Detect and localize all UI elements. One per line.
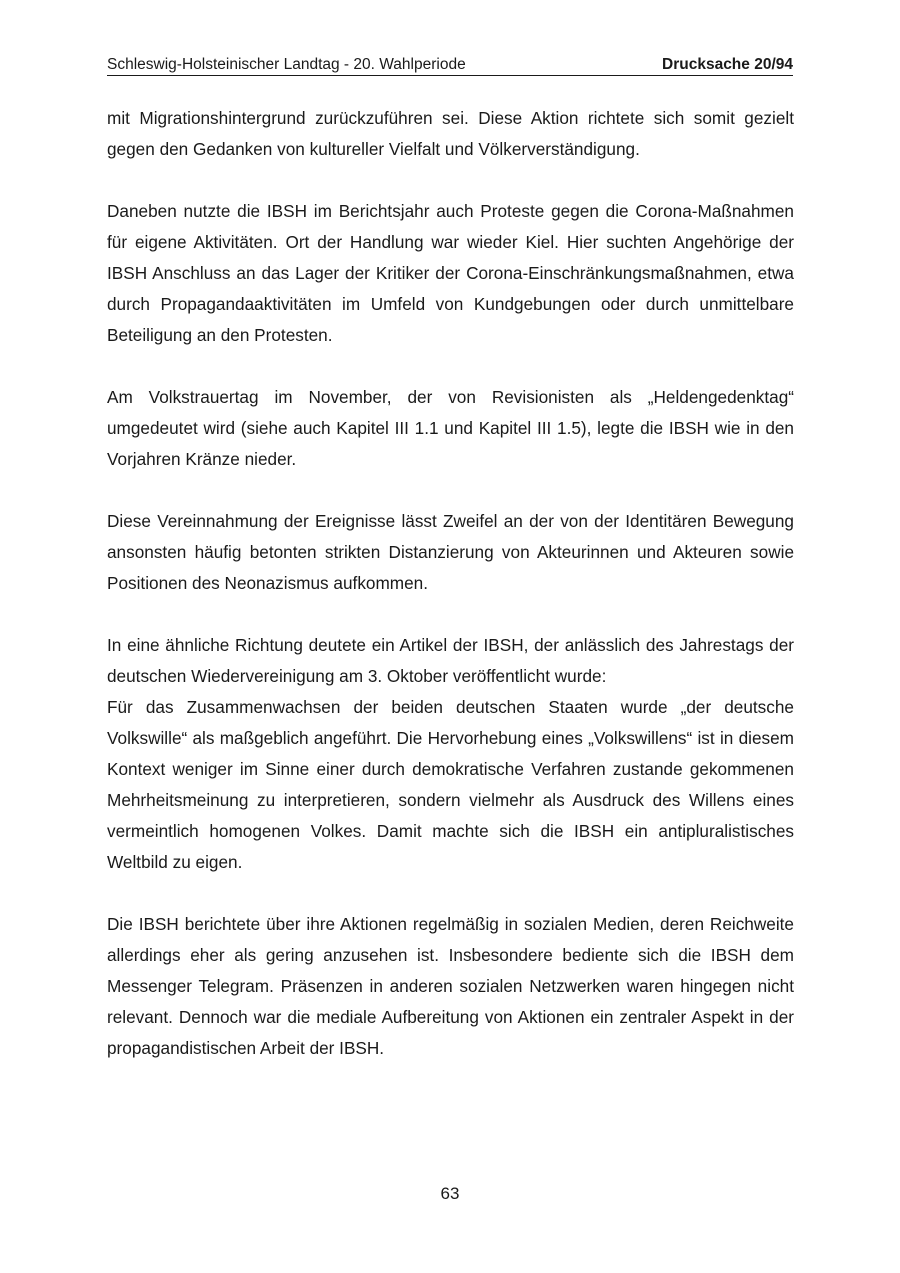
paragraph-5: In eine ähnliche Richtung deutete ein Artikel der IBSH, der anlässlich des Jahrestags der deutschen Wiedervereinigung am 3. Oktober veröffentlicht wurde: xyxy=(107,635,794,686)
page-number: 63 xyxy=(440,1184,460,1203)
header-divider xyxy=(107,75,793,76)
page-header xyxy=(107,53,793,75)
paragraph-2: Daneben nutzte die IBSH im Berichtsjahr auch Proteste gegen die Corona-Maßnahmen für eigene Aktivitäten. Ort der Handlung war wieder Kiel. Hier suchten Angehörige der IBSH Anschluss an das Lager der Kritiker der Corona-Einschränkungsmaßnahmen, etwa durch Propagandaaktivitäten im Umfeld von Kundgebungen oder durch unmittelbare Beteiligung an den Protesten. xyxy=(107,201,794,345)
paragraph-7: Die IBSH berichtete über ihre Aktionen regelmäßig in sozialen Medien, deren Reichweite allerdings eher als gering anzusehen ist. Insbesondere bediente sich die IBSH dem Messenger Telegram. Präsenzen in anderen sozialen Netzwerken waren hingegen nicht relevant. Dennoch war die mediale Aufbereitung von Aktionen ein zentraler Aspekt in der propagandistischen Arbeit der IBSH. xyxy=(107,914,794,1058)
paragraph-gap xyxy=(107,599,794,630)
paragraph-4: Diese Vereinnahmung der Ereignisse lässt Zweifel an der von der Identitären Bewegung ansonsten häufig betonten strikten Distanzierung von Akteurinnen und Akteuren sowie Positionen des Neonazismus aufkommen. xyxy=(107,511,794,593)
page-body xyxy=(107,103,794,1064)
paragraph-gap xyxy=(107,878,794,909)
header-left-title: Schleswig-Holsteinischer Landtag - 20. Wahlperiode xyxy=(107,56,466,73)
paragraph-gap xyxy=(107,351,794,382)
header-document-number: Drucksache 20/94 xyxy=(662,56,793,73)
paragraph-3: Am Volkstrauertag im November, der von Revisionisten als „Heldengedenktag“ umgedeutet wird (siehe auch Kapitel III 1.1 und Kapitel III 1.5), legte die IBSH wie in den Vorjahren Kränze nieder. xyxy=(107,387,794,469)
paragraph-1: mit Migrationshintergrund zurückzuführen sei. Diese Aktion richtete sich somit gezielt gegen den Gedanken von kultureller Vielfalt und Völkerverständigung. xyxy=(107,108,794,159)
paragraph-6: Für das Zusammenwachsen der beiden deutschen Staaten wurde „der deutsche Volkswille“ als maßgeblich angeführt. Die Hervorhebung eines „Volkswillens“ ist in diesem Kontext weniger im Sinne einer durch demokratische Verfahren zustande gekommenen Mehrheitsmeinung zu interpretieren, sondern vielmehr als Ausdruck des Willens eines vermeintlich homogenen Volkes. Damit machte sich die IBSH ein antipluralistisches Weltbild zu eigen. xyxy=(107,697,794,872)
paragraph-gap xyxy=(107,475,794,506)
paragraph-gap xyxy=(107,165,794,196)
